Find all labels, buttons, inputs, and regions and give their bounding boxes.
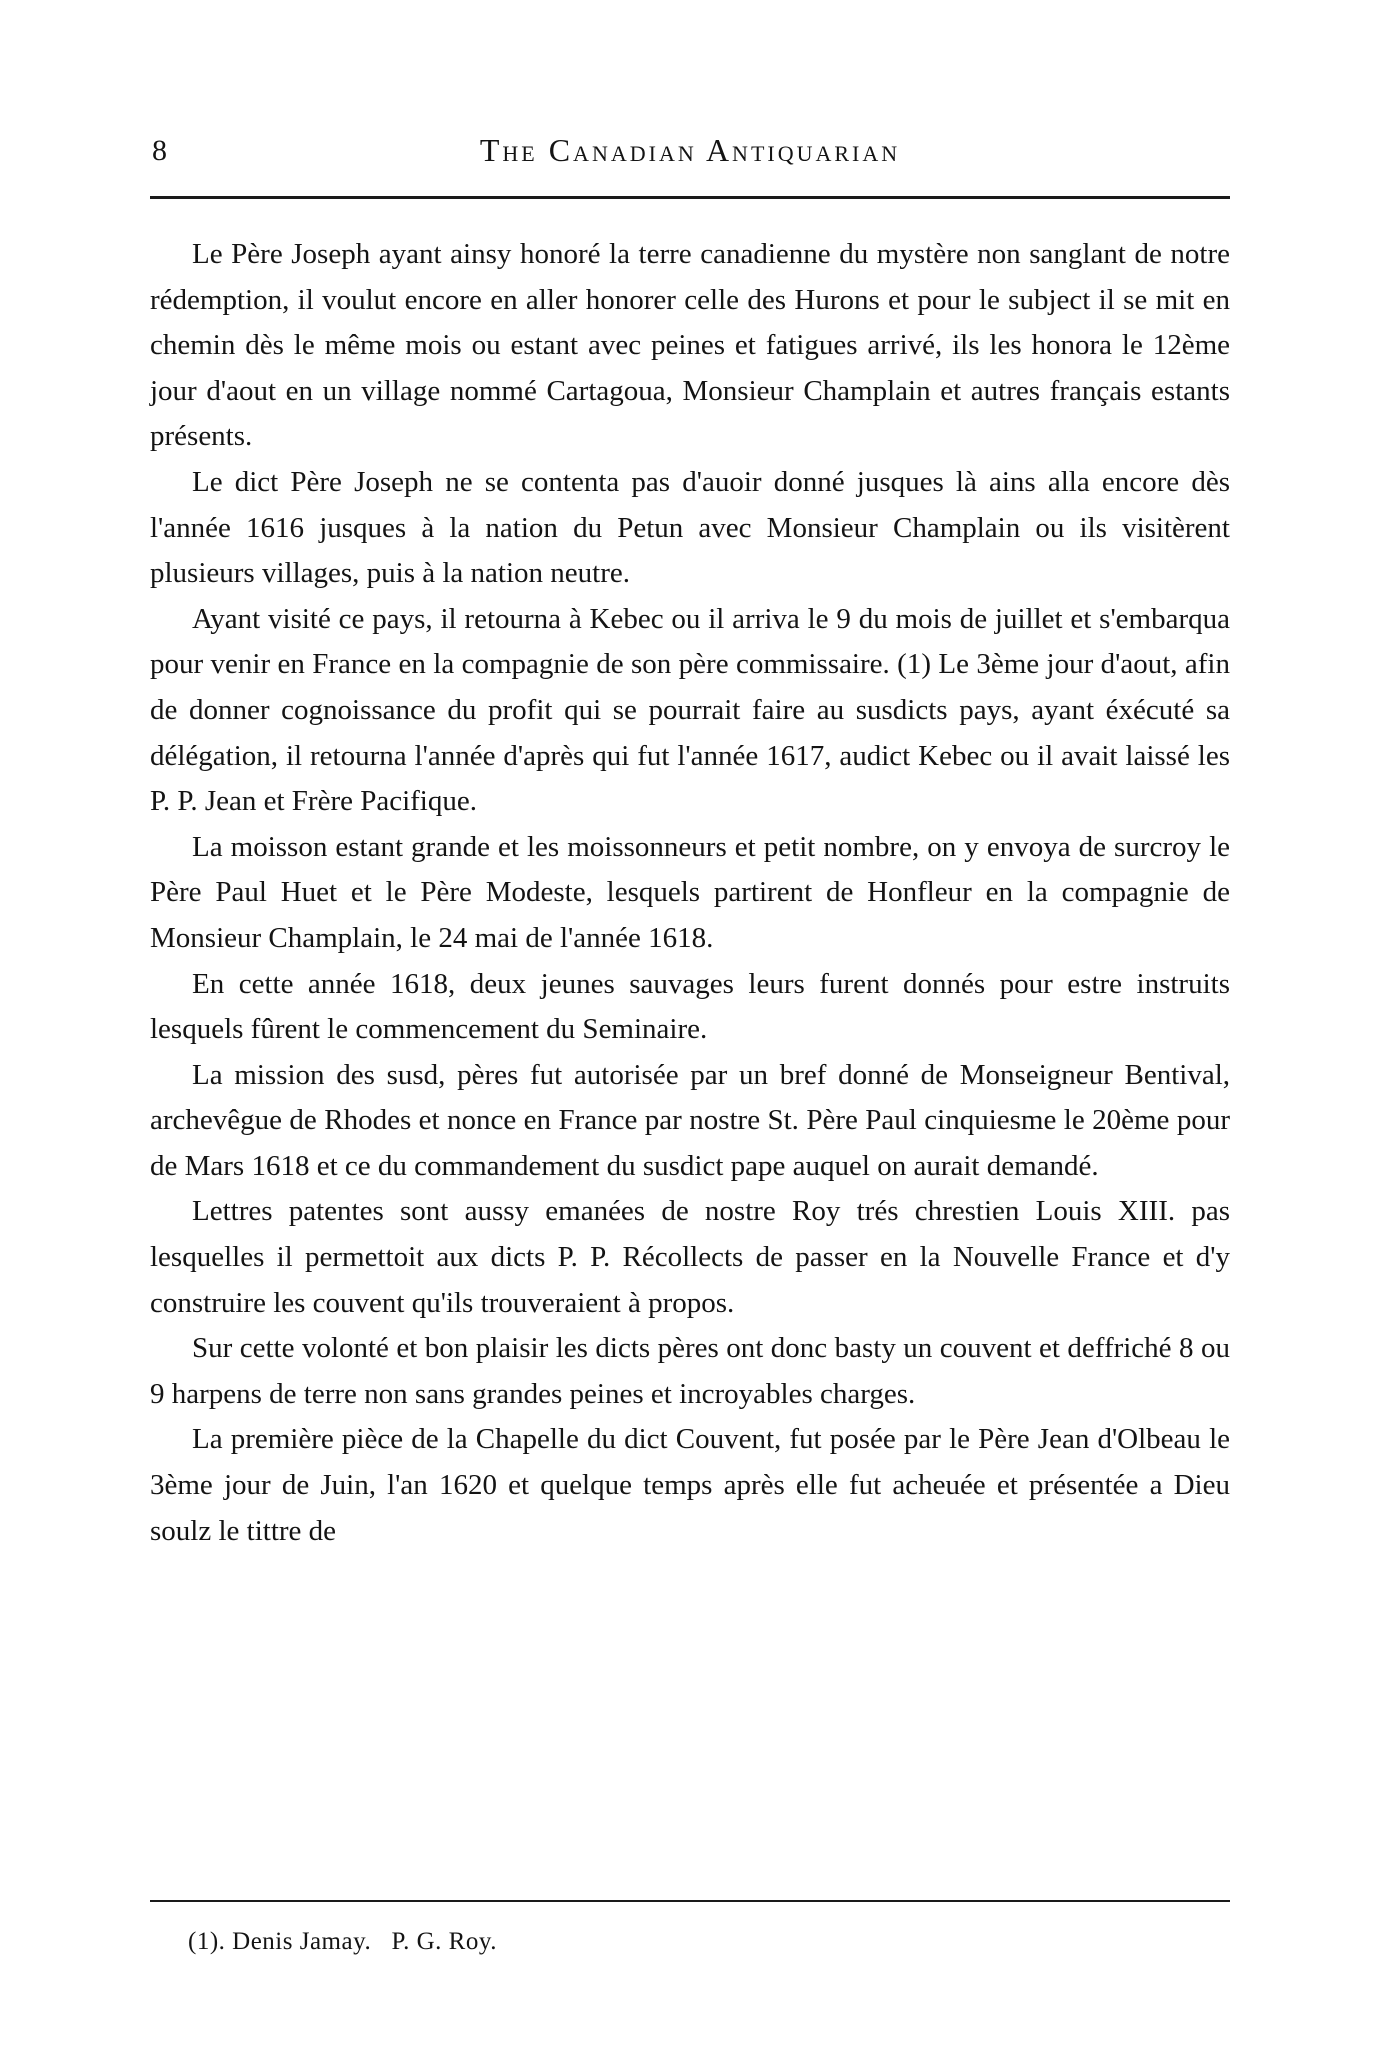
paragraph: La mission des susd, pères fut autorisée par un bref donné de Monseigneur Bentival, archevêgue de Rhodes et nonce en France par nostre St. Père Paul cinquiesme le 20ème pour de Mars 1618 et ce du commandement du susdict pape auquel on aurait demandé. <box>150 1058 1230 1182</box>
body-text <box>150 232 1230 1554</box>
paragraph: Le dict Père Joseph ne se contenta pas d'auoir donné jusques là ains alla encore dès l'année 1616 jusques à la nation du Petun avec Monsieur Champlain ou ils visitèrent plusieurs villages, puis à la nation neutre. <box>150 465 1230 590</box>
running-head: The Canadian Antiquarian <box>479 132 901 168</box>
page-number: 8 <box>152 134 168 167</box>
paragraph: En cette année 1618, deux jeunes sauvages leurs furent donnés pour estre instruits lesquels fûrent le commencement du Seminaire. <box>150 967 1230 1046</box>
page-header <box>150 128 1230 178</box>
footnote-rule <box>150 1900 1230 1902</box>
paragraph: Le Père Joseph ayant ainsy honoré la terre canadienne du mystère non sanglant de notre rédemption, il voulut encore en aller honorer celle des Hurons et pour le subject il se mit en chemin dès le même mois ou estant avec peines et fatigues arrivé, ils les honora le 12ème jour d'aout en un village nommé Cartagoua, Monsieur Champlain et autres français estants présents. <box>150 238 1230 453</box>
paragraph: La moisson estant grande et les moissonneurs et petit nombre, on y envoya de surcroy le Père Paul Huet et le Père Modeste, lesquels partirent de Honfleur en la compagnie de Monsieur Champlain, le 24 mai de l'année 1618. <box>150 830 1230 954</box>
paragraph: Ayant visité ce pays, il retourna à Kebec ou il arriva le 9 du mois de juillet et s'embarqua pour venir en France en la compagnie de son père commissaire. (1) Le 3ème jour d'aout, afin de donner cognoissance du profit qui se pourrait faire au susdicts pays, ayant éxécuté sa délégation, il retourna l'année d'après qui fut l'année 1617, audict Kebec ou il avait laissé les P. P. Jean et Frère Pacifique. <box>150 602 1230 818</box>
header-rule <box>150 196 1230 199</box>
paragraph: La première pièce de la Chapelle du dict Couvent, fut posée par le Père Jean d'Olbeau le 3ème jour de Juin, l'an 1620 et quelque temps après elle fut acheuée et présentée a Dieu soulz le tittre de <box>150 1423 1230 1547</box>
paragraph: Sur cette volonté et bon plaisir les dicts pères ont donc basty un couvent et deffriché 8 ou 9 harpens de terre non sans grandes peines et incroyables charges. <box>150 1332 1230 1410</box>
footnote: (1). Denis Jamay. P. G. Roy. <box>188 1928 497 1955</box>
paragraph: Lettres patentes sont aussy emanées de nostre Roy trés chrestien Louis XIII. pas lesquelles il permettoit aux dicts P. P. Récollects de passer en la Nouvelle France et d'y construire les couvent qu'ils trouveraient à propos. <box>150 1195 1230 1319</box>
